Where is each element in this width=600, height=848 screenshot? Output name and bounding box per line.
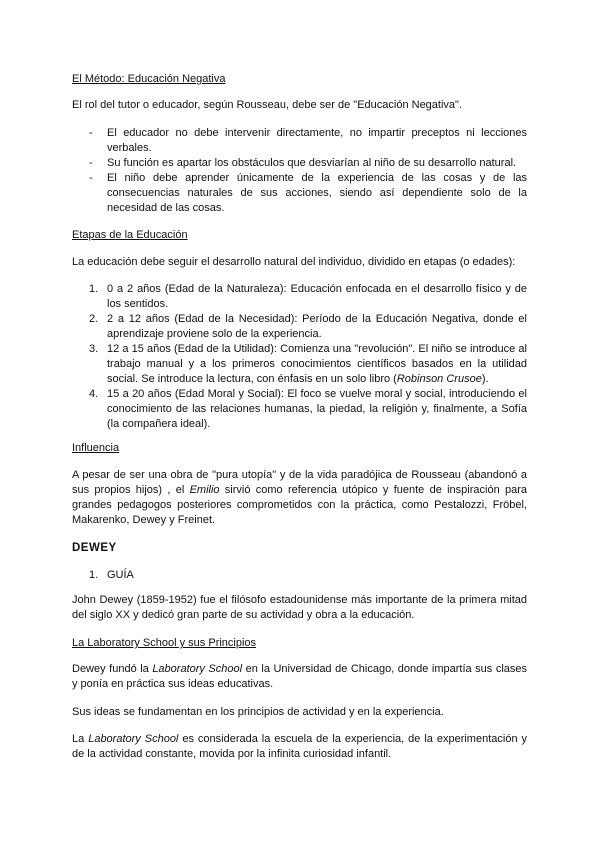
list-item-text: 12 a 15 años (Edad de la Utilidad): Comienza una "revolución". El niño se introduce al trabajo manual y a los primeros conocimientos científicos basados en la utilidad social. Se introduce la lectura, con énfasis en un solo libro ( — [107, 343, 527, 385]
influencia-text: A pesar de ser una obra de "pura utopía" y de la vida paradójica de Rousseau (abandonó a sus propios hijos) , el — [72, 469, 527, 496]
influencia-text-end: sirvió como referencia utópico y fuente de inspiración para grandes pedagogos posteriores comprometidos con la práctica, como Pestalozzi, Fröbel, Makarenko, Dewey y Freinet. — [72, 484, 527, 526]
book-title-emilio: Emilio — [189, 484, 220, 496]
list-item — [72, 282, 527, 312]
list-item — [72, 312, 527, 342]
paragraph-text: La — [72, 733, 89, 745]
list-item-text: 15 a 20 años (Edad Moral y Social): El foco se vuelve moral y social, introduciendo el conocimiento de las relaciones humanas, la piedad, la religión y, finalmente, a Sofía (la compañera ideal). — [107, 388, 527, 430]
list-number: 4. — [89, 388, 99, 400]
list-item-text: GUÍA — [107, 569, 134, 581]
heading-laboratory-school: La Laboratory School y sus Principios — [72, 637, 257, 649]
list-number: 2. — [89, 313, 99, 325]
bullet-item — [72, 171, 527, 216]
paragraph-rol-tutor: El rol del tutor o educador, según Rousseau, debe ser de "Educación Negativa". — [72, 99, 463, 111]
numbered-list-guia — [72, 568, 527, 583]
list-number: 1. — [89, 283, 99, 295]
bullet-text: Su función es apartar los obstáculos que desviarían al niño de su desarrollo natural. — [107, 157, 517, 169]
numbered-list-etapas — [72, 282, 527, 432]
heading-influencia: Influencia — [72, 442, 120, 454]
list-item — [72, 387, 527, 432]
list-number: 3. — [89, 343, 99, 355]
list-item-text-end: ). — [481, 373, 489, 385]
paragraph-text-end: en la Universidad de Chicago, donde impartía sus clases y ponía en práctica sus ideas educativas. — [72, 663, 528, 690]
list-number: 1. — [89, 569, 99, 581]
paragraph-text: Dewey fundó la — [72, 663, 153, 675]
section-title-dewey: DEWEY — [72, 542, 117, 554]
paragraph-dewey-fundo — [72, 662, 527, 692]
paragraph-etapas-intro: La educación debe seguir el desarrollo natural del individuo, dividido en etapas (o edades): — [72, 256, 516, 268]
bullet-text: El niño debe aprender únicamente de la experiencia de las cosas y de las consecuencias naturales de sus acciones, siendo así dependiente solo de la necesidad de las cosas. — [107, 172, 527, 214]
school-name: Laboratory School — [152, 663, 243, 675]
paragraph-ideas: Sus ideas se fundamentan en los principios de actividad y en la experiencia. — [72, 706, 444, 718]
bullet-item — [72, 156, 527, 171]
bullet-item — [72, 126, 527, 156]
paragraph-escuela-experiencia — [72, 732, 527, 762]
school-name: Laboratory School — [88, 733, 179, 745]
bullet-text: El educador no debe intervenir directamente, no impartir preceptos ni lecciones verbales. — [107, 127, 527, 154]
paragraph-influencia — [72, 468, 527, 528]
list-item — [72, 568, 527, 583]
list-item-text: 2 a 12 años (Edad de la Necesidad): Período de la Educación Negativa, donde el aprendizaje proviene solo de la experiencia. — [107, 313, 527, 340]
bullet-marker: - — [89, 172, 93, 184]
paragraph-text-end: es considerada la escuela de la experiencia, de la experimentación y de la actividad constante, movida por la infinita curiosidad infantil. — [72, 733, 528, 760]
list-item-text: 0 a 2 años (Edad de la Naturaleza): Educación enfocada en el desarrollo físico y de los sentidos. — [107, 283, 527, 310]
book-title-robinson: Robinson Crusoe — [396, 373, 482, 385]
heading-etapas: Etapas de la Educación — [72, 229, 188, 241]
bullet-list-educacion-negativa — [72, 126, 527, 216]
bullet-marker: - — [89, 157, 93, 169]
list-item — [72, 342, 527, 387]
heading-metodo: El Método: Educación Negativa — [72, 73, 226, 85]
bullet-marker: - — [89, 127, 93, 139]
paragraph-dewey-intro: John Dewey (1859-1952) fue el filósofo estadounidense más importante de la primera mitad del siglo XX y dedicó gran parte de su actividad y obra a la educación. — [72, 594, 527, 621]
